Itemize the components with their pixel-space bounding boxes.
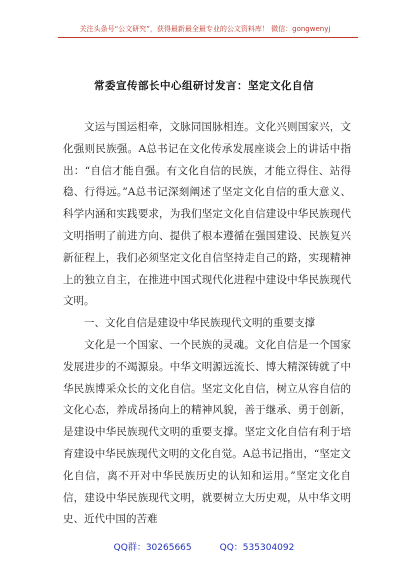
paragraph-intro: 文运与国运相牵，文脉同国脉相连。文化兴则国家兴，文化强则民族强。A总书记在文化传承发展座谈会上的讲话中指出：“自信才能自强。有文化自信的民族，才能立得住、站得稳、行得远。”A总书记深刻阐述了坚定文化自信的重大意义、科学内涵和实践要求，为我们坚定文化自信建设中华民族现代文明指明了前进方向、提供了根本遵循在强国建设、民族复兴新征程上，我们必须坚定文化自信坚持走自己的路，实现精神上的独立自主，在推进中国式现代化进程中建设中华民族现代文明。 [63,121,351,308]
footer-qq: QQ：535304092 [219,543,295,553]
header-banner: 关注头条号“公文研究”，获得最新最全最专业的公文资料库！ 微信：gongwenyj [79,25,331,33]
section-heading-1: 一、文化自信是建设中华民族现代文明的重要支撑 [84,317,315,330]
paragraph-section-1: 文化是一个国家、一个民族的灵魂。文化自信是一个国家发展进步的不竭源泉。中华文明源远流长、博大精深铸就了中华民族博采众长的文化自信。坚定文化自信，树立从容自信的文化心态，养成昂扬向上的精神风貌，善于继承、勇于创新，是建设中华民族现代文明的重要支撑。坚定文化自信有利于培育建设中华民族现代文明的文化自觉。A总书记指出，“坚定文化自信，离不开对中华民族历史的认知和运用。”坚定文化自信，建设中华民族现代文明，就要树立大历史观，从中华文明史、近代中国的苦难 [63,338,351,526]
header-rule [58,37,358,38]
footer [0,540,408,553]
footer-qq-group: QQ群：30265665 [113,543,192,553]
document-body [63,117,351,531]
document-title: 常委宣传部长中心组研讨发言：坚定文化自信 [94,80,314,92]
